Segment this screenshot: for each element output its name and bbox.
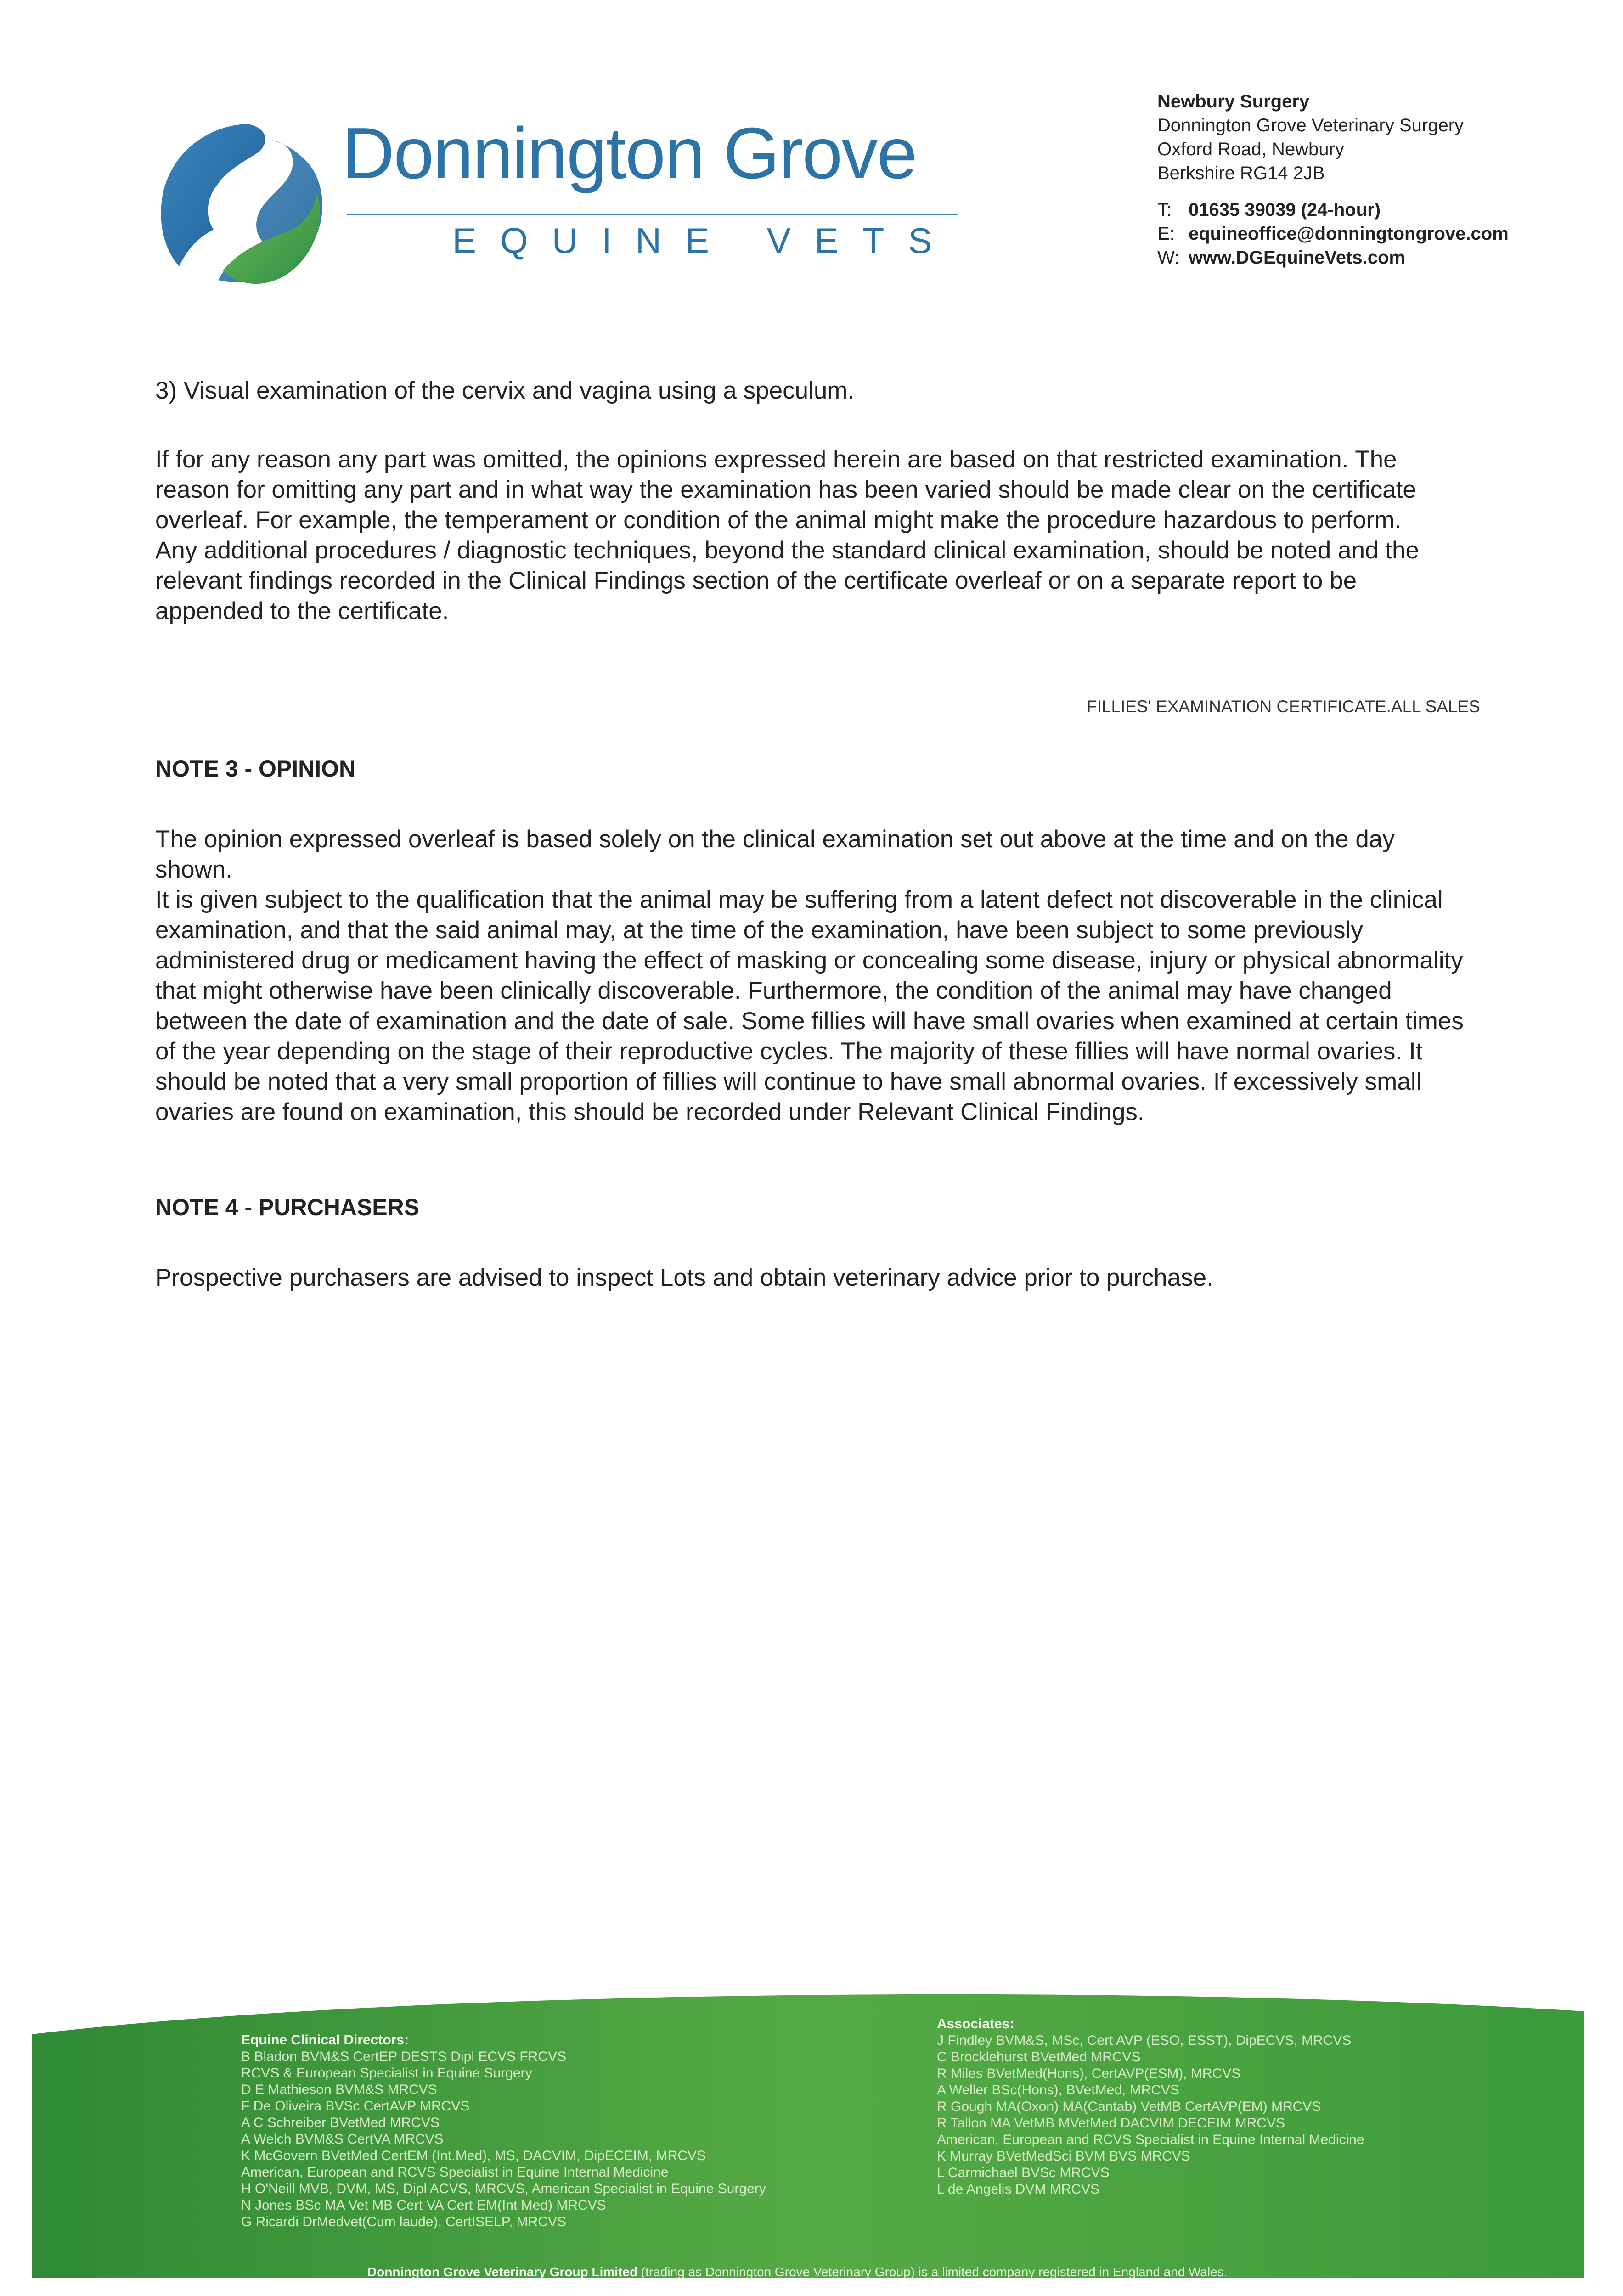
director-entry: RCVS & European Specialist in Equine Surgery <box>241 2065 532 2081</box>
director-entry: N Jones BSc MA Vet MB Cert VA Cert EM(Int Med) MRCVS <box>241 2198 606 2213</box>
certificate-reference: FILLIES' EXAMINATION CERTIFICATE.ALL SALES <box>1087 697 1480 716</box>
email-link[interactable]: equineoffice@donningtongrove.com <box>1189 224 1509 244</box>
web-row <box>1157 246 1509 270</box>
associate-entry: American, European and RCVS Specialist in Equine Internal Medicine <box>937 2132 1364 2147</box>
phone-row <box>1157 198 1509 222</box>
associate-entry: R Miles BVetMed(Hons), CertAVP(ESM), MRCVS <box>937 2066 1241 2081</box>
note4-paragraph: Prospective purchasers are advised to inspect Lots and obtain veterinary advice prior to purchase. <box>155 1264 1213 1291</box>
note3-paragraph: The opinion expressed overleaf is based solely on the clinical examination set out above at the time and on the day shown. <box>155 826 1395 883</box>
contact-block <box>1157 90 1509 270</box>
director-entry: American, European and RCVS Specialist in Equine Internal Medicine <box>241 2165 669 2180</box>
note3-paragraph: It is given subject to the qualification that the animal may be suffering from a latent defect not discoverable in the clinical examination, and that the said animal may, at the time of the examination, have been subject to some previously administered drug or medicament having the effect of masking or concealing some disease, injury or physical abnormality that might otherwise have been clinically discoverable. Furthermore, the condition of the animal may have changed between the date of examination and the date of sale. Some fillies will have small ovaries when examined at certain times of the year depending on the stage of their reproductive cycles. The majority of these fillies will have normal ovaries. It should be noted that a very small proportion of fillies will continue to have small abnormal ovaries. If excessively small ovaries are found on examination, this should be recorded under Relevant Clinical Findings. <box>155 886 1464 1125</box>
web-link[interactable]: www.DGEquineVets.com <box>1189 248 1405 268</box>
footer-associates <box>937 2016 1364 2198</box>
director-entry: B Bladon BVM&S CertEP DESTS Dipl ECVS FRCVS <box>241 2049 567 2064</box>
note3-heading: NOTE 3 - OPINION <box>155 756 356 782</box>
director-entry: D E Mathieson BVM&S MRCVS <box>241 2082 437 2097</box>
phone-label: T: <box>1157 200 1172 220</box>
associate-entry: R Gough MA(Oxon) MA(Cantab) VetMB CertAVP(EM) MRCVS <box>937 2099 1321 2114</box>
footer-directors <box>241 2032 766 2230</box>
note3-section <box>155 824 1469 1127</box>
omission-paragraph: If for any reason any part was omitted, the opinions expressed herein are based on that restricted examination. The reason for omitting any part and in what way the examination has been varied should be made clear on the certificate overleaf. For example, the temperament or condition of the animal might make the procedure hazardous to perform. <box>155 446 1416 534</box>
exam-item-3: 3) Visual examination of the cervix and vagina using a speculum. <box>155 377 855 404</box>
company-name: Donnington Grove Veterinary Group Limited <box>367 2265 638 2279</box>
director-entry: F De Oliveira BVSc CertAVP MRCVS <box>241 2099 470 2114</box>
office-name: Newbury Surgery <box>1157 91 1310 112</box>
directors-title: Equine Clinical Directors: <box>241 2032 409 2048</box>
web-label: W: <box>1157 248 1180 268</box>
email-label: E: <box>1157 224 1175 244</box>
associate-entry: L de Angelis DVM MRCVS <box>937 2182 1100 2197</box>
director-entry: A Welch BVM&S CertVA MRCVS <box>241 2132 444 2147</box>
email-row <box>1157 222 1509 246</box>
director-entry: K McGovern BVetMed CertEM (Int.Med), MS, DACVIM, DipECEIM, MRCVS <box>241 2148 706 2163</box>
brand-name: Donnington Grove <box>342 113 917 194</box>
company-registration <box>367 2265 1228 2279</box>
associates-title: Associates: <box>937 2016 1014 2032</box>
associate-entry: K Murray BVetMedSci BVM BVS MRCVS <box>937 2149 1190 2164</box>
address-line: Berkshire RG14 2JB <box>1157 163 1325 183</box>
associate-entry: L Carmichael BVSc MRCVS <box>937 2165 1110 2180</box>
associate-entry: J Findley BVM&S, MSc, Cert AVP (ESO, ESST), DipECVS, MRCVS <box>937 2033 1352 2048</box>
additional-procedures-paragraph: Any additional procedures / diagnostic techniques, beyond the standard clinical examination, should be noted and the relevant findings recorded in the Clinical Findings section of the certificate overleaf or on a separate report to be appended to the certificate. <box>155 537 1419 625</box>
director-entry: G Ricardi DrMedvet(Cum laude), CertISELP, MRCVS <box>241 2214 566 2229</box>
director-entry: A C Schreiber BVetMed MRCVS <box>241 2115 440 2130</box>
associate-entry: C Brocklehurst BVetMed MRCVS <box>937 2049 1141 2065</box>
director-entry: H O'Neill MVB, DVM, MS, Dipl ACVS, MRCVS, American Specialist in Equine Surgery <box>241 2181 766 2196</box>
logo-horse-mark <box>154 115 333 289</box>
brand-tagline: EQUINE VETS <box>452 220 956 261</box>
note4-heading: NOTE 4 - PURCHASERS <box>155 1194 420 1220</box>
brand-divider <box>347 214 958 215</box>
company-note: (trading as Donnington Grove Veterinary Group) is a limited company registered in England and Wales. <box>637 2265 1228 2279</box>
address-line: Donnington Grove Veterinary Surgery <box>1157 115 1464 135</box>
phone-number: 01635 39039 (24-hour) <box>1189 200 1381 220</box>
address-line: Oxford Road, Newbury <box>1157 139 1344 159</box>
associate-entry: R Tallon MA VetMB MVetMed DACVIM DECEIM MRCVS <box>937 2116 1285 2131</box>
associate-entry: A Weller BSc(Hons), BVetMed, MRCVS <box>937 2082 1179 2098</box>
omission-section <box>155 445 1469 626</box>
